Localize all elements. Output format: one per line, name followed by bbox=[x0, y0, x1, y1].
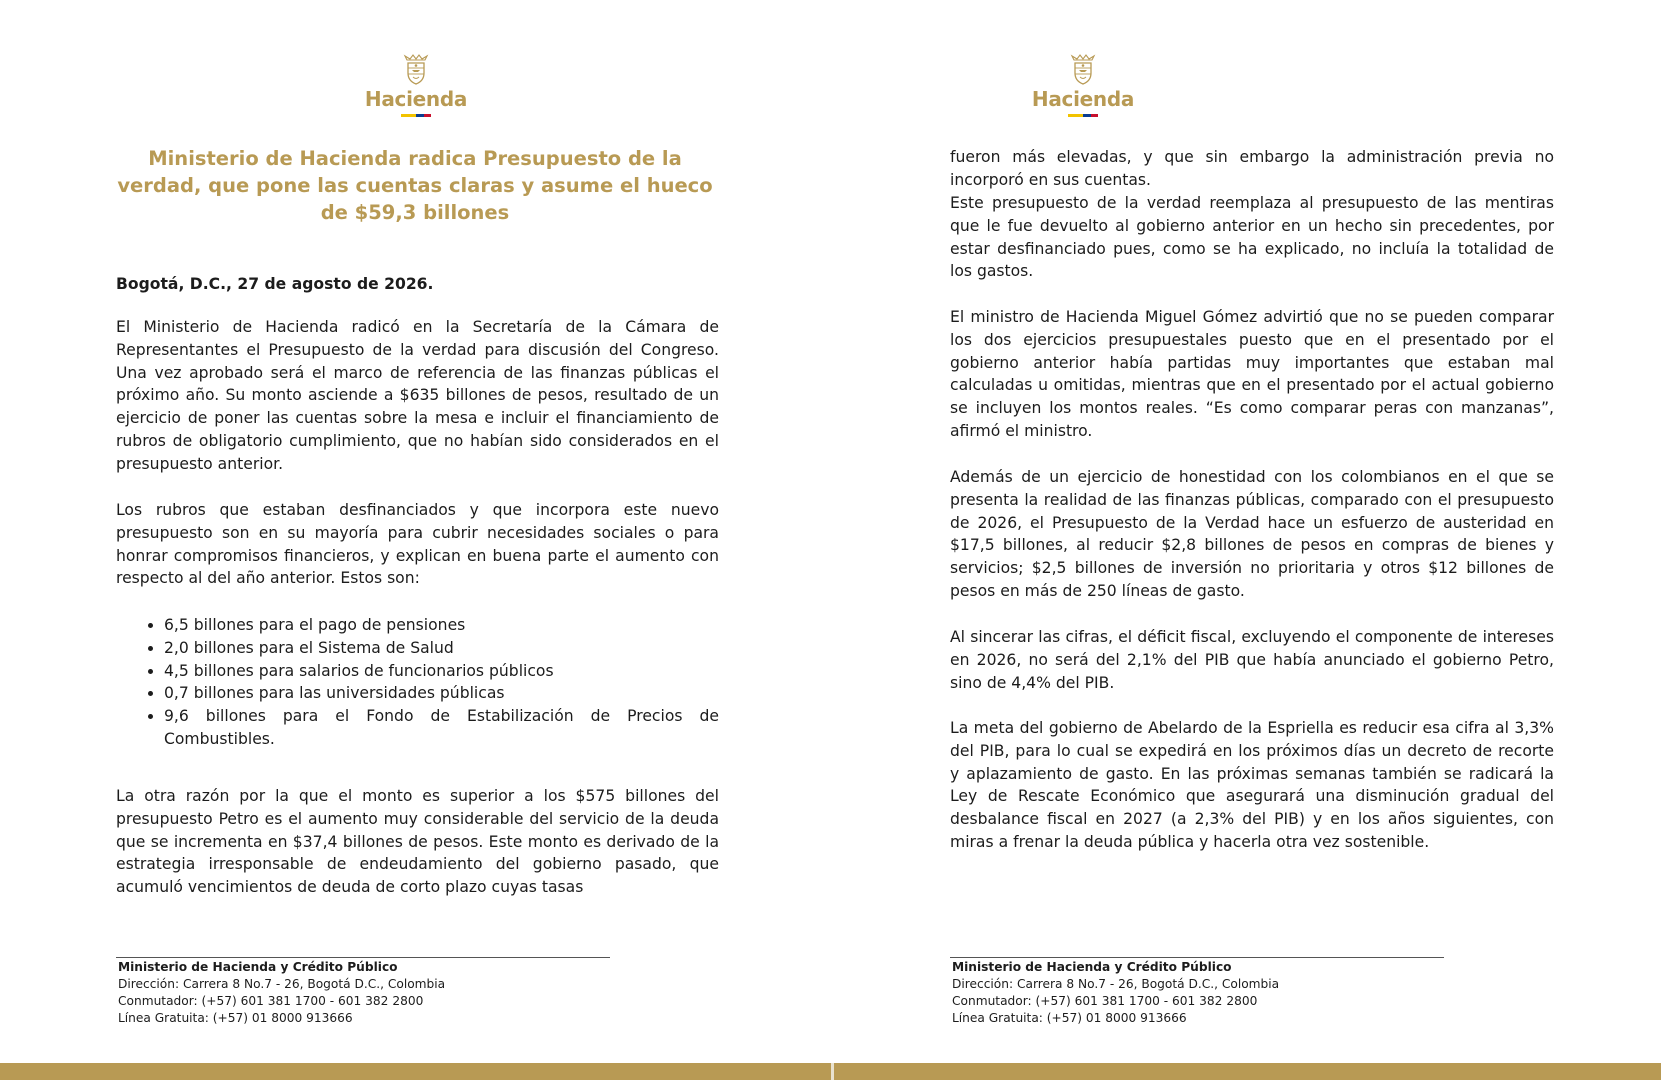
band-separator bbox=[831, 1063, 834, 1080]
paragraph: fueron más elevadas, y que sin embargo la administración previa no incorporó en sus cuentas. bbox=[950, 148, 1554, 189]
footer-toll-free: Línea Gratuita: (+57) 01 8000 913666 bbox=[118, 1011, 353, 1025]
footer-phone: Conmutador: (+57) 601 381 1700 - 601 382 2800 bbox=[952, 994, 1258, 1008]
list-item: • 0,7 billones para las universidades públicas bbox=[164, 682, 719, 705]
paragraph: Además de un ejercicio de honestidad con los colombianos en el que se presenta la realidad de las finanzas públicas, comparado con el presupuesto de 2026, el Presupuesto de la Verdad hace un esfuerzo de austeridad en $17,5 billones, al reducir $2,8 billones de pesos en compras de bienes y servicios; $2,5 billones de inversión no prioritaria y otros $12 billones de pesos en más de 250 líneas de gasto. bbox=[950, 468, 1554, 600]
footer-divider bbox=[116, 957, 610, 958]
footer-contact bbox=[118, 959, 445, 1027]
footer-toll-free: Línea Gratuita: (+57) 01 8000 913666 bbox=[952, 1011, 1187, 1025]
document-page-2 bbox=[834, 0, 1661, 1080]
footer-divider bbox=[950, 957, 1444, 958]
bullet-list bbox=[116, 614, 719, 751]
hacienda-logo bbox=[356, 54, 476, 124]
footer-org: Ministerio de Hacienda y Crédito Público bbox=[952, 960, 1232, 974]
paragraph: Al sincerar las cifras, el déficit fiscal, excluyendo el componente de intereses en 2026, no será del 2,1% del PIB que había anunciado el gobierno Petro, sino de 4,4% del PIB. bbox=[950, 628, 1554, 692]
footer-phone: Conmutador: (+57) 601 381 1700 - 601 382 2800 bbox=[118, 994, 424, 1008]
colombia-flag-stripe bbox=[401, 114, 431, 117]
dateline: Bogotá, D.C., 27 de agosto de 2026. bbox=[116, 275, 434, 293]
footer-org: Ministerio de Hacienda y Crédito Público bbox=[118, 960, 398, 974]
list-item: • 4,5 billones para salarios de funcionarios públicos bbox=[164, 660, 719, 683]
footer-contact bbox=[952, 959, 1279, 1027]
paragraph: Los rubros que estaban desfinanciados y que incorpora este nuevo presupuesto son en su mayoría para cubrir necesidades sociales o para honrar compromisos financieros, y explican en buena parte el aumento con respecto al del año anterior. Estos son: bbox=[116, 501, 719, 588]
page-separator bbox=[831, 0, 834, 1080]
colombia-flag-stripe bbox=[1068, 114, 1098, 117]
list-item: • 9,6 billones para el Fondo de Estabilización de Precios de Combustibles. bbox=[164, 705, 719, 751]
coat-of-arms-icon bbox=[1068, 54, 1098, 86]
hacienda-logo bbox=[1023, 54, 1143, 124]
paragraph: Este presupuesto de la verdad reemplaza al presupuesto de las mentiras que le fue devuelto al gobierno anterior en un hecho sin precedentes, por estar desfinanciado pues, como se ha explicado, no incluía la totalidad de los gastos. bbox=[950, 194, 1554, 281]
paragraph: El ministro de Hacienda Miguel Gómez advirtió que no se pueden comparar los dos ejercicios presupuestales puesto que en el presentado por el gobierno anterior había partidas muy importantes que estaban mal calculadas u omitidas, mientras que en el presentado por el actual gobierno se incluyen los montos reales. “Es como comparar peras con manzanas”, afirmó el ministro. bbox=[950, 308, 1554, 440]
paragraph: El Ministerio de Hacienda radicó en la Secretaría de la Cámara de Representantes el Presupuesto de la verdad para discusión del Congreso. Una vez aprobado será el marco de referencia de las finanzas públicas el próximo año. Su monto asciende a $635 billones de pesos, resultado de un ejercicio de poner las cuentas sobre la mesa e incluir el financiamiento de rubros de obligatorio cumplimiento, que no habían sido considerados en el presupuesto anterior. bbox=[116, 318, 719, 473]
list-item: • 6,5 billones para el pago de pensiones bbox=[164, 614, 719, 637]
logo-text: Hacienda bbox=[1031, 87, 1135, 111]
paragraph: La meta del gobierno de Abelardo de la Espriella es reducir esa cifra al 3,3% del PIB, para lo cual se expedirá en los próximos días un decreto de recorte y aplazamiento de gasto. En las próximas semanas también se radicará la Ley de Rescate Económico que asegurará una disminución gradual del desbalance fiscal en 2027 (a 2,3% del PIB) y en los años siguientes, con miras a frenar la deuda pública y hacerla otra vez sostenible. bbox=[950, 719, 1554, 851]
paragraph: La otra razón por la que el monto es superior a los $575 billones del presupuesto Petro es el aumento muy considerable del servicio de la deuda que se incrementa en $37,4 billones de pesos. Este monto es derivado de la estrategia irresponsable de endeudamiento del gobierno pasado, que acumuló vencimientos de deuda de corto plazo cuyas tasas bbox=[116, 787, 719, 897]
logo-text: Hacienda bbox=[364, 87, 468, 111]
coat-of-arms-icon bbox=[401, 54, 431, 86]
list-item: • 2,0 billones para el Sistema de Salud bbox=[164, 637, 719, 660]
footer-address: Dirección: Carrera 8 No.7 - 26, Bogotá D.C., Colombia bbox=[952, 977, 1280, 991]
press-release-headline: Ministerio de Hacienda radica Presupuesto de la verdad, que pone las cuentas claras y asume el hueco de $59,3 billones bbox=[117, 147, 713, 224]
footer-address: Dirección: Carrera 8 No.7 - 26, Bogotá D.C., Colombia bbox=[118, 977, 446, 991]
